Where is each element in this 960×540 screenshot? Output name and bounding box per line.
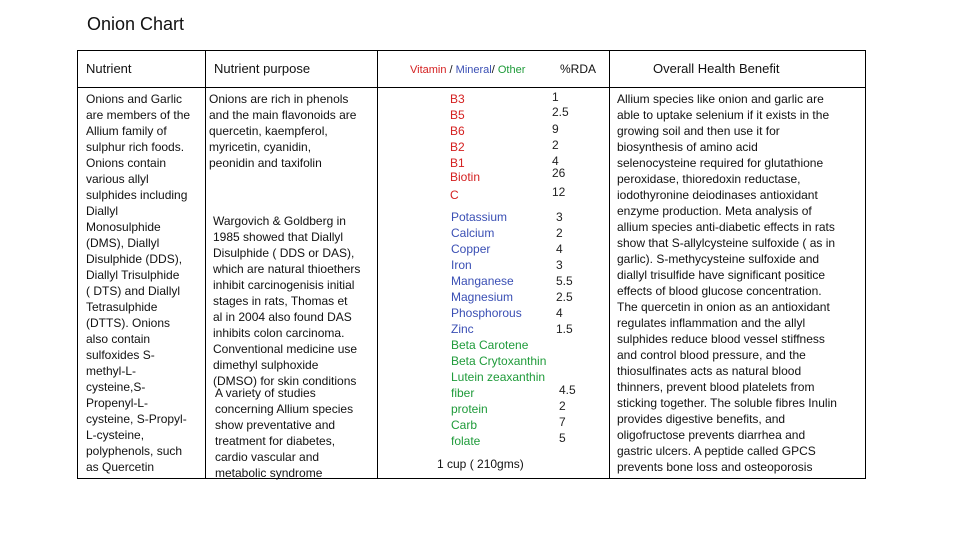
text-line: provides digestive benefits, and bbox=[617, 412, 786, 426]
vitamin-name: B3 bbox=[450, 92, 465, 106]
header-nutrient: Nutrient bbox=[86, 61, 132, 76]
text-line: thinners, prevent blood platelets from bbox=[617, 380, 815, 394]
header-purpose: Nutrient purpose bbox=[214, 61, 311, 76]
text-line: methyl-L- bbox=[86, 364, 137, 378]
text-line: as Quercetin bbox=[86, 460, 155, 474]
text-line: garlic). S-methycysteine sulfoxide and bbox=[617, 252, 820, 266]
nutrient-description bbox=[86, 91, 190, 475]
text-line: cysteine,S- bbox=[86, 380, 146, 394]
other-name: Beta Carotene bbox=[451, 338, 529, 352]
mineral-name: Potassium bbox=[451, 210, 508, 224]
header-rda: %RDA bbox=[560, 62, 597, 76]
text-line: sticking together. The soluble fibres Inulin bbox=[617, 396, 837, 410]
other-name: Lutein zeaxanthin bbox=[451, 370, 546, 384]
text-line: growing soil and then use it for bbox=[617, 124, 780, 138]
header-mineral: Mineral bbox=[455, 64, 492, 76]
vitamin-rda: 9 bbox=[552, 122, 559, 136]
text-line: Conventional medicine use bbox=[213, 342, 358, 356]
vitamin-name: B5 bbox=[450, 108, 465, 122]
text-line: peroxidase, thioredoxin reductase, bbox=[617, 172, 801, 186]
text-line: Onions and Garlic bbox=[86, 92, 183, 106]
col-divider-3 bbox=[609, 50, 610, 479]
other-rda: 4.5 bbox=[559, 383, 576, 397]
header-divider bbox=[77, 87, 866, 88]
purpose-studies-diabetes bbox=[215, 385, 353, 481]
mineral-rda: 4 bbox=[556, 242, 563, 256]
text-line: enzyme production. Meta analysis of bbox=[617, 204, 812, 218]
health-benefit-description bbox=[617, 91, 837, 475]
text-line: various allyl bbox=[86, 172, 149, 186]
mineral-name: Copper bbox=[451, 242, 491, 256]
text-line: which are natural thioethers bbox=[213, 262, 361, 276]
table-bottom-border bbox=[77, 478, 866, 479]
text-line: sulphides reduce blood vessel stiffness bbox=[617, 332, 825, 346]
text-line: Propenyl-L- bbox=[86, 396, 149, 410]
vitamin-name: B6 bbox=[450, 124, 465, 138]
text-line: sulphides including bbox=[86, 188, 188, 202]
text-line: biosynthesis of amino acid bbox=[617, 140, 758, 154]
text-line: effects of blood glucose concentration. bbox=[617, 284, 822, 298]
text-line: Onions are rich in phenols bbox=[209, 92, 349, 106]
text-line: inhibits colon carcinoma. bbox=[213, 326, 345, 340]
vitamin-name: Biotin bbox=[450, 170, 481, 184]
text-line: prevents bone loss and osteoporosis bbox=[617, 460, 813, 474]
purpose-flavonoids bbox=[209, 91, 356, 171]
mineral-name: Phosphorous bbox=[451, 306, 522, 320]
table-top-border bbox=[77, 50, 866, 51]
text-line: inhibit carcinogenisis initial bbox=[213, 278, 355, 292]
col-divider-2 bbox=[377, 50, 378, 479]
mineral-rda: 3 bbox=[556, 258, 563, 272]
text-line: dimethyl sulphoxide bbox=[213, 358, 319, 372]
page-title: Onion Chart bbox=[87, 14, 185, 34]
other-rda: 2 bbox=[559, 399, 566, 413]
text-line: gastric ulcers. A peptide called GPCS bbox=[617, 444, 816, 458]
text-line: myricetin, cyanidin, bbox=[209, 140, 312, 154]
text-line: A variety of studies bbox=[215, 386, 316, 400]
text-line: show that S-allylcysteine sulfoxide ( as in bbox=[617, 236, 836, 250]
table-right-border bbox=[865, 50, 866, 479]
text-line: thiosulfinates acts as natural blood bbox=[617, 364, 802, 378]
header-other: Other bbox=[497, 64, 526, 76]
col-divider-1 bbox=[205, 50, 206, 479]
text-line: metabolic syndrome bbox=[215, 466, 323, 480]
text-line: peonidin and taxifolin bbox=[209, 156, 322, 170]
mineral-name: Magnesium bbox=[451, 290, 514, 304]
text-line: Disulphide ( DDS or DAS), bbox=[213, 246, 355, 260]
other-rda: 5 bbox=[559, 431, 566, 445]
vitamin-name: C bbox=[450, 188, 459, 202]
header-benefit: Overall Health Benefit bbox=[653, 61, 780, 76]
mineral-rda: 5.5 bbox=[556, 274, 573, 288]
text-line: allium species anti-diabetic effects in rats bbox=[617, 220, 835, 234]
text-line: Allium species like onion and garlic are bbox=[617, 92, 824, 106]
mineral-name: Iron bbox=[451, 258, 472, 272]
text-line: (DMS), Diallyl bbox=[86, 236, 160, 250]
text-line: Diallyl Trisulphide bbox=[86, 268, 180, 282]
text-line: regulates inflammation and the allyl bbox=[617, 316, 806, 330]
mineral-rda: 2.5 bbox=[556, 290, 573, 304]
text-line: Onions contain bbox=[86, 156, 167, 170]
mineral-rda: 1.5 bbox=[556, 322, 573, 336]
text-line: (DTTS). Onions bbox=[86, 316, 171, 330]
text-line: 1985 showed that Diallyl bbox=[213, 230, 344, 244]
other-rda: 7 bbox=[559, 415, 566, 429]
text-line: treatment for diabetes, bbox=[215, 434, 336, 448]
text-line: show preventative and bbox=[215, 418, 336, 432]
other-name: fiber bbox=[451, 386, 475, 400]
text-line: and control blood pressure, and the bbox=[617, 348, 806, 362]
text-line: Wargovich & Goldberg in bbox=[213, 214, 346, 228]
text-line: Diallyl bbox=[86, 204, 119, 218]
text-line: are members of the bbox=[86, 108, 191, 122]
text-line: iodothyronine deiodinases antioxidant bbox=[617, 188, 818, 202]
text-line: ( DTS) and Diallyl bbox=[86, 284, 181, 298]
other-name: Carb bbox=[451, 418, 478, 432]
vitamin-rda: 12 bbox=[552, 185, 566, 199]
text-line: polyphenols, such bbox=[86, 444, 183, 458]
text-line: sulphur rich foods. bbox=[86, 140, 185, 154]
mineral-name: Zinc bbox=[451, 322, 474, 336]
vitamin-rda: 2 bbox=[552, 138, 559, 152]
text-line: Tetrasulphide bbox=[86, 300, 158, 314]
text-line: Allium family of bbox=[86, 124, 167, 138]
mineral-rda: 4 bbox=[556, 306, 563, 320]
text-line: stages in rats, Thomas et bbox=[213, 294, 348, 308]
other-name: Beta Crytoxanthin bbox=[451, 354, 547, 368]
purpose-studies-carcinogenesis bbox=[213, 213, 360, 389]
text-line: concerning Allium species bbox=[215, 402, 354, 416]
mineral-rda: 3 bbox=[556, 210, 563, 224]
text-line: Disulphide (DDS), bbox=[86, 252, 183, 266]
text-line: al in 2004 also found DAS bbox=[213, 310, 352, 324]
text-line: selenocysteine required for glutathione bbox=[617, 156, 824, 170]
header-sep-2: / bbox=[491, 64, 498, 76]
text-line: and the main flavonoids are bbox=[209, 108, 357, 122]
vitamin-rda: 26 bbox=[552, 166, 566, 180]
mineral-name: Manganese bbox=[451, 274, 514, 288]
mineral-name: Calcium bbox=[451, 226, 495, 240]
vitamin-rda: 1 bbox=[552, 90, 559, 104]
text-line: oligofructose prevents diarrhea and bbox=[617, 428, 806, 442]
header-vitamin: Vitamin bbox=[410, 64, 447, 76]
header-sep-1: / bbox=[446, 64, 456, 76]
text-line: diallyl trisulfide have significant positice bbox=[617, 268, 826, 282]
text-line: cardio vascular and bbox=[215, 450, 320, 464]
vitamin-rda: 2.5 bbox=[552, 105, 569, 119]
header-category bbox=[410, 64, 525, 76]
text-line: (DMSO) for skin conditions bbox=[213, 374, 357, 388]
text-line: L-cysteine, bbox=[86, 428, 145, 442]
text-line: The quercetin in onion as an antioxidant bbox=[617, 300, 830, 314]
text-line: sulfoxides S- bbox=[86, 348, 155, 362]
text-line: quercetin, kaempferol, bbox=[209, 124, 328, 138]
mineral-rda: 2 bbox=[556, 226, 563, 240]
text-line: also contain bbox=[86, 332, 151, 346]
other-name: folate bbox=[451, 434, 481, 448]
text-line: Monosulphide bbox=[86, 220, 161, 234]
serving-size: 1 cup ( 210gms) bbox=[437, 457, 524, 471]
text-line: able to uptake selenium if it exists in the bbox=[617, 108, 830, 122]
text-line: cysteine, S-Propyl- bbox=[86, 412, 187, 426]
vitamin-name: B1 bbox=[450, 156, 465, 170]
table-left-border bbox=[77, 50, 78, 479]
vitamin-rda: 4 bbox=[552, 154, 559, 168]
other-name: protein bbox=[451, 402, 488, 416]
vitamin-name: B2 bbox=[450, 140, 465, 154]
